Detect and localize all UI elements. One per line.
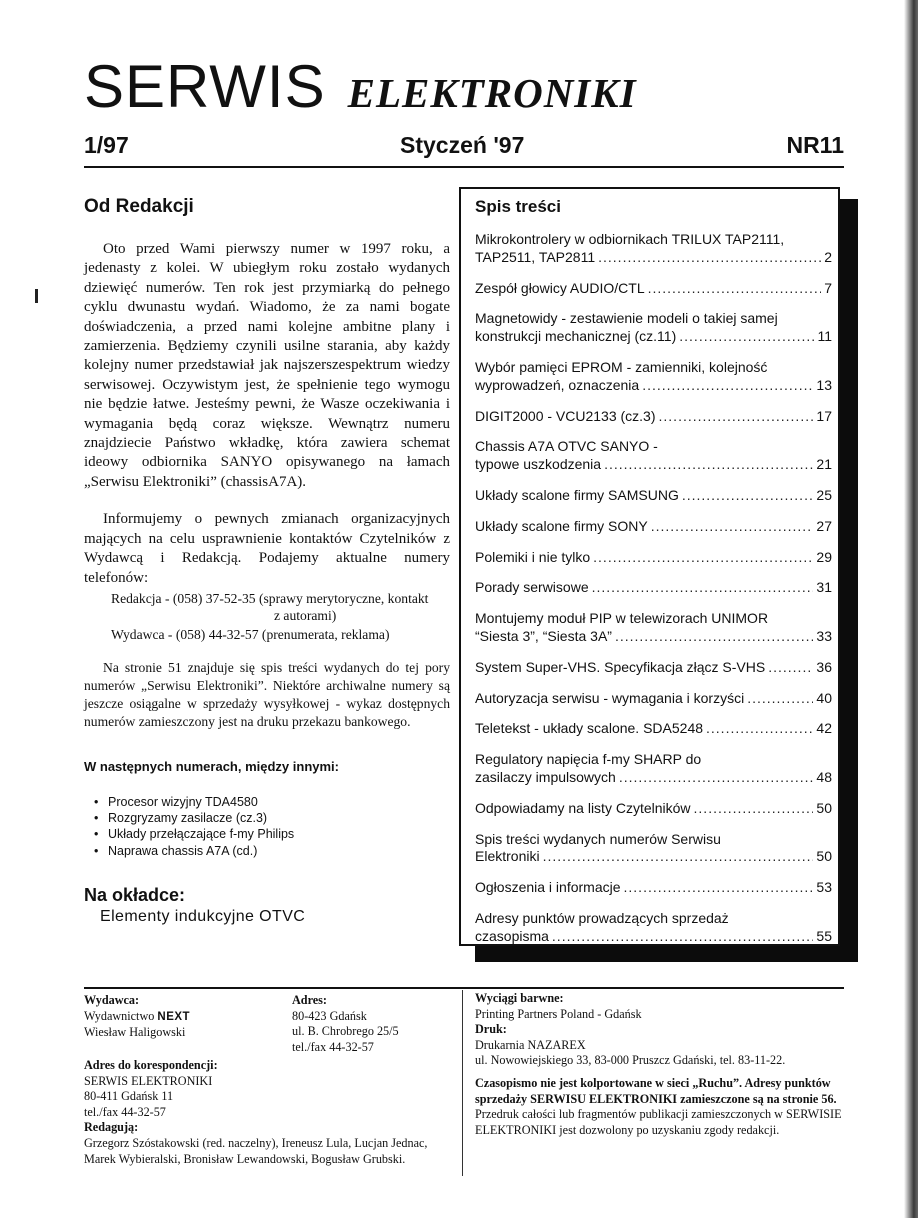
toc-entry-title: Teletekst - układy scalone. SDA5248 bbox=[475, 720, 704, 737]
scan-mark bbox=[35, 289, 38, 303]
toc-leader-dots bbox=[615, 628, 813, 646]
footer-publisher bbox=[84, 993, 284, 1041]
toc-entry-title: typowe uszkodzenia bbox=[475, 456, 602, 473]
issue-month: Styczeń '97 bbox=[400, 132, 525, 158]
toc-entry bbox=[475, 438, 832, 474]
masthead bbox=[84, 52, 637, 122]
toc-entry bbox=[475, 879, 832, 897]
masthead-title-serwis: SERWIS bbox=[84, 53, 326, 120]
toc-entry-title: System Super-VHS. Specyfikacja złącz S-VHS bbox=[475, 658, 766, 675]
editorial-paragraph-3: Na stronie 51 znajduje się spis treści wydanych do tej pory numerów „Serwisu Elektroniki”. Niektóre archiwalne numery są jeszcze osiągalne w sprzedaży wysyłkowej - wykaz dostępnych numerów zamieszczony jest na druku przekazu bankowego. bbox=[84, 659, 450, 729]
notice-bold: Czasopismo nie jest kolportowane w sieci „Ruchu”. Adresy punktów sprzedaży SERWISU ELEKTRONIKI zamieszczone są na stronie 56. bbox=[475, 1075, 837, 1106]
toc-entry-row bbox=[475, 659, 832, 677]
editorial-paragraph-1: Oto przed Wami pierwszy numer w 1997 roku, a jedenasty z kolei. W ubiegłym roku zostało wydanych dziewięć numerów. Ten rok jest przymiarką do pełnego cyklu dwunastu wydań. Wiadomo, że za nami bogate doświadczenia, a przed nami kolejne ambitne plany i zamierzenia. Będziemy czynili usilne starania, aby każdy kolejny numer przedstawiał jak najszerszespektrum wiedzy serwisowej. Oczywistym jest, że spełnienie tego wymogu nie będzie łatwe. Jesteśmy pewni, że Wasze oczekiwania i wymagania będą coraz większe. Wewnątrz numeru znajdziecie Państwo wkładkę, która zawiera schemat ideowy odbiornika SANYO opisywanego na łamach „Serwisu Elektroniki” (chassisA7A). bbox=[84, 241, 450, 490]
toc-entry-row bbox=[475, 377, 832, 395]
toc-entry-row bbox=[475, 487, 832, 505]
toc-entry-title: Polemiki i nie tylko bbox=[475, 548, 591, 565]
correspondence-label: Adres do korespondencji: bbox=[84, 1058, 218, 1072]
toc-entry-line: Spis treści wydanych numerów Serwisu bbox=[475, 830, 721, 847]
toc-leader-dots bbox=[624, 879, 814, 897]
next-issues-list bbox=[84, 794, 450, 859]
toc-page-number: 36 bbox=[816, 658, 832, 675]
toc-entry-line: Magnetowidy - zestawienie modeli o takiej samej bbox=[475, 310, 778, 327]
toc-page-number: 53 bbox=[816, 879, 832, 896]
toc-page-number: 2 bbox=[824, 248, 832, 265]
toc-entry-title: Porady serwisowe bbox=[475, 579, 589, 596]
toc-page-number: 31 bbox=[816, 579, 832, 596]
correspondence-line: SERWIS ELEKTRONIKI bbox=[84, 1073, 213, 1088]
toc-entry-row bbox=[475, 328, 832, 346]
cover-text: Elementy indukcyjne OTVC bbox=[100, 907, 306, 925]
toc-leader-dots bbox=[552, 928, 814, 946]
toc-entry-title: wyprowadzeń, oznaczenia bbox=[475, 376, 640, 393]
toc-entry-line: Montujemy moduł PIP w telewizorach UNIMOR bbox=[475, 610, 769, 627]
publisher-label: Wydawca: bbox=[84, 993, 140, 1007]
footer-separator bbox=[462, 990, 463, 1176]
color-text: Printing Partners Poland - Gdańsk bbox=[475, 1006, 642, 1021]
print-line: Drukarnia NAZAREX bbox=[475, 1037, 586, 1052]
toc-leader-dots bbox=[694, 800, 814, 818]
toc-entry-row bbox=[475, 549, 832, 567]
toc-entry-row bbox=[475, 800, 832, 818]
toc-entry bbox=[475, 518, 832, 536]
next-issues-item: • Rozgryzamy zasilacze (cz.3) bbox=[84, 810, 450, 826]
toc-entry-row bbox=[475, 579, 832, 597]
toc-page-number: 21 bbox=[816, 456, 832, 473]
toc-entry-row bbox=[475, 928, 832, 946]
toc-entry-line: Adresy punktów prowadzących sprzedaż bbox=[475, 909, 729, 926]
toc-entry-line: Chassis A7A OTVC SANYO - bbox=[475, 438, 658, 455]
toc-entry-row bbox=[475, 408, 832, 426]
toc-entry bbox=[475, 659, 832, 677]
scan-edge bbox=[904, 0, 918, 1218]
toc-entry-row bbox=[475, 518, 832, 536]
toc-entry-title: Ogłoszenia i informacje bbox=[475, 879, 621, 896]
toc-entry-row bbox=[475, 769, 832, 787]
toc-entry-line: Wybór pamięci EPROM - zamienniki, kolejność bbox=[475, 358, 768, 375]
toc-entry bbox=[475, 800, 832, 818]
toc-leader-dots bbox=[659, 408, 814, 426]
toc-page-number: 50 bbox=[816, 799, 832, 816]
toc-entry bbox=[475, 310, 832, 346]
publisher-prefix: Wydawnictwo bbox=[84, 1008, 155, 1023]
toc-list bbox=[475, 231, 832, 946]
toc-leader-dots bbox=[648, 280, 822, 298]
issue-info-row bbox=[84, 132, 844, 168]
footer-correspondence bbox=[84, 1058, 454, 1167]
toc-page-number: 55 bbox=[816, 927, 832, 944]
toc-entry-title: Elektroniki bbox=[475, 848, 540, 865]
editors-text: Grzegorz Szóstakowski (red. naczelny), Ireneusz Lula, Lucjan Jednac, Marek Wybieralski, Bronisław Lewandowski, Bogusław Grubski. bbox=[84, 1135, 428, 1166]
address-line: 80-423 Gdańsk bbox=[292, 1008, 367, 1023]
toc-entry-title: Odpowiadamy na listy Czytelników bbox=[475, 799, 691, 816]
toc-entry bbox=[475, 751, 832, 787]
phone-redakcja bbox=[84, 590, 450, 624]
toc-entry bbox=[475, 610, 832, 646]
toc-entry bbox=[475, 487, 832, 505]
toc-page-number: 33 bbox=[816, 627, 832, 644]
toc-leader-dots bbox=[619, 769, 814, 787]
toc-page-number: 40 bbox=[816, 689, 832, 706]
toc-entry bbox=[475, 549, 832, 567]
toc-leader-dots bbox=[593, 549, 813, 567]
address-label: Adres: bbox=[292, 993, 327, 1007]
footer-rule bbox=[84, 987, 844, 989]
toc-entry-title: Układy scalone firmy SAMSUNG bbox=[475, 486, 679, 503]
toc-leader-dots bbox=[651, 518, 814, 536]
toc-entry-row bbox=[475, 280, 832, 298]
toc-leader-dots bbox=[604, 456, 813, 474]
next-issues-item: • Naprawa chassis A7A (cd.) bbox=[84, 843, 450, 859]
toc-entry-row bbox=[475, 720, 832, 738]
footer-printing bbox=[475, 991, 850, 1138]
editorial-title: Od Redakcji bbox=[84, 196, 194, 217]
address-line: tel./fax 44-32-57 bbox=[292, 1039, 374, 1054]
correspondence-line: tel./fax 44-32-57 bbox=[84, 1104, 166, 1119]
next-issues-item: • Procesor wizyjny TDA4580 bbox=[84, 794, 450, 810]
toc-leader-dots bbox=[682, 487, 814, 505]
color-label: Wyciągi barwne: bbox=[475, 991, 564, 1005]
toc-entry-title: “Siesta 3”, “Siesta 3A” bbox=[475, 627, 612, 644]
toc-page-number: 48 bbox=[816, 768, 832, 785]
print-line: ul. Nowowiejskiego 33, 83-000 Pruszcz Gdański, tel. 83-11-22. bbox=[475, 1053, 786, 1068]
editorial-column bbox=[84, 196, 450, 926]
toc-page-number: 42 bbox=[816, 720, 832, 737]
phone-redakcja-cont: z autorami) bbox=[274, 607, 337, 623]
toc-entry bbox=[475, 579, 832, 597]
toc-leader-dots bbox=[768, 659, 813, 677]
toc-entry-line: Mikrokontrolery w odbiornikach TRILUX TAP2111, bbox=[475, 231, 785, 247]
toc-entry-title: Autoryzacja serwisu - wymagania i korzyści bbox=[475, 689, 745, 706]
toc-entry-row bbox=[475, 879, 832, 897]
toc-leader-dots bbox=[543, 848, 814, 866]
correspondence-line: 80-411 Gdańsk 11 bbox=[84, 1089, 174, 1104]
next-issues-item: • Układy przełączające f-my Philips bbox=[84, 826, 450, 842]
toc-page-number: 29 bbox=[816, 548, 832, 565]
cover-title: Na okładce: bbox=[84, 884, 186, 905]
toc-entry bbox=[475, 910, 832, 946]
toc-entry bbox=[475, 720, 832, 738]
issue-nr: NR11 bbox=[786, 132, 844, 158]
toc-entry bbox=[475, 831, 832, 867]
address-line: ul. B. Chrobrego 25/5 bbox=[292, 1024, 399, 1039]
toc-entry-title: konstrukcji mechanicznej (cz.11) bbox=[475, 328, 677, 345]
toc-leader-dots bbox=[679, 328, 814, 346]
toc-title: Spis treści bbox=[475, 197, 561, 216]
toc-entry bbox=[475, 408, 832, 426]
toc-leader-dots bbox=[592, 579, 814, 597]
toc-page-number: 50 bbox=[816, 848, 832, 865]
toc-page-number: 7 bbox=[824, 279, 832, 296]
toc-entry-row bbox=[475, 848, 832, 866]
toc-entry-row bbox=[475, 690, 832, 708]
toc-entry bbox=[475, 231, 832, 267]
toc-entry-title: Zespół głowicy AUDIO/CTL bbox=[475, 279, 645, 296]
editors-label: Redagują: bbox=[84, 1120, 139, 1135]
toc-page-number: 27 bbox=[816, 517, 832, 534]
toc-entry-line: Regulatory napięcia f-my SHARP do bbox=[475, 751, 702, 768]
toc-entry-title: Układy scalone firmy SONY bbox=[475, 517, 648, 534]
issue-number: 1/97 bbox=[84, 132, 129, 158]
publisher-person: Wiesław Haligowski bbox=[84, 1025, 186, 1040]
toc-entry-title: czasopisma bbox=[475, 927, 549, 944]
toc-entry-row bbox=[475, 456, 832, 474]
masthead-title-elektroniki: ELEKTRONIKI bbox=[347, 70, 637, 116]
toc-entry-title: zasilaczy impulsowych bbox=[475, 768, 616, 785]
print-label: Druk: bbox=[475, 1022, 507, 1037]
notice-text: Przedruk całości lub fragmentów publikacji zamieszczonych w SERWISIE ELEKTRONIKI jest dozwolony po uzyskaniu zgody redakcji. bbox=[475, 1107, 842, 1137]
toc-entry bbox=[475, 280, 832, 298]
toc-entry bbox=[475, 359, 832, 395]
toc-entry-title: TAP2511, TAP2811 bbox=[475, 248, 596, 265]
toc-page-number: 11 bbox=[817, 328, 832, 345]
table-of-contents bbox=[459, 187, 840, 946]
toc-leader-dots bbox=[706, 720, 813, 738]
toc-page-number: 25 bbox=[816, 486, 832, 503]
toc-entry-row bbox=[475, 628, 832, 646]
next-issues-title: W następnych numerach, między innymi: bbox=[84, 758, 339, 774]
toc-entry-title: DIGIT2000 - VCU2133 (cz.3) bbox=[475, 407, 656, 424]
phone-redakcja-text: Redakcja - (058) 37-52-35 (sprawy merytoryczne, kontakt bbox=[111, 590, 429, 606]
toc-entry-row bbox=[475, 249, 832, 267]
toc-leader-dots bbox=[747, 690, 813, 708]
toc-page-number: 17 bbox=[816, 407, 832, 424]
toc-entry bbox=[475, 690, 832, 708]
toc-leader-dots bbox=[642, 377, 813, 395]
phone-wydawca: Wydawca - (058) 44-32-57 (prenumerata, reklama) bbox=[111, 626, 390, 642]
publisher-brand: NEXT bbox=[157, 1010, 191, 1023]
footer-address bbox=[292, 993, 452, 1055]
toc-page-number: 13 bbox=[816, 376, 832, 393]
toc-leader-dots bbox=[598, 249, 821, 267]
editorial-paragraph-2: Informujemy o pewnych zmianach organizacyjnych mających na celu usprawnienie kontaktów Czytelników z Wydawcą i Redakcją. Podajemy aktualne numery telefonów: bbox=[84, 511, 450, 586]
